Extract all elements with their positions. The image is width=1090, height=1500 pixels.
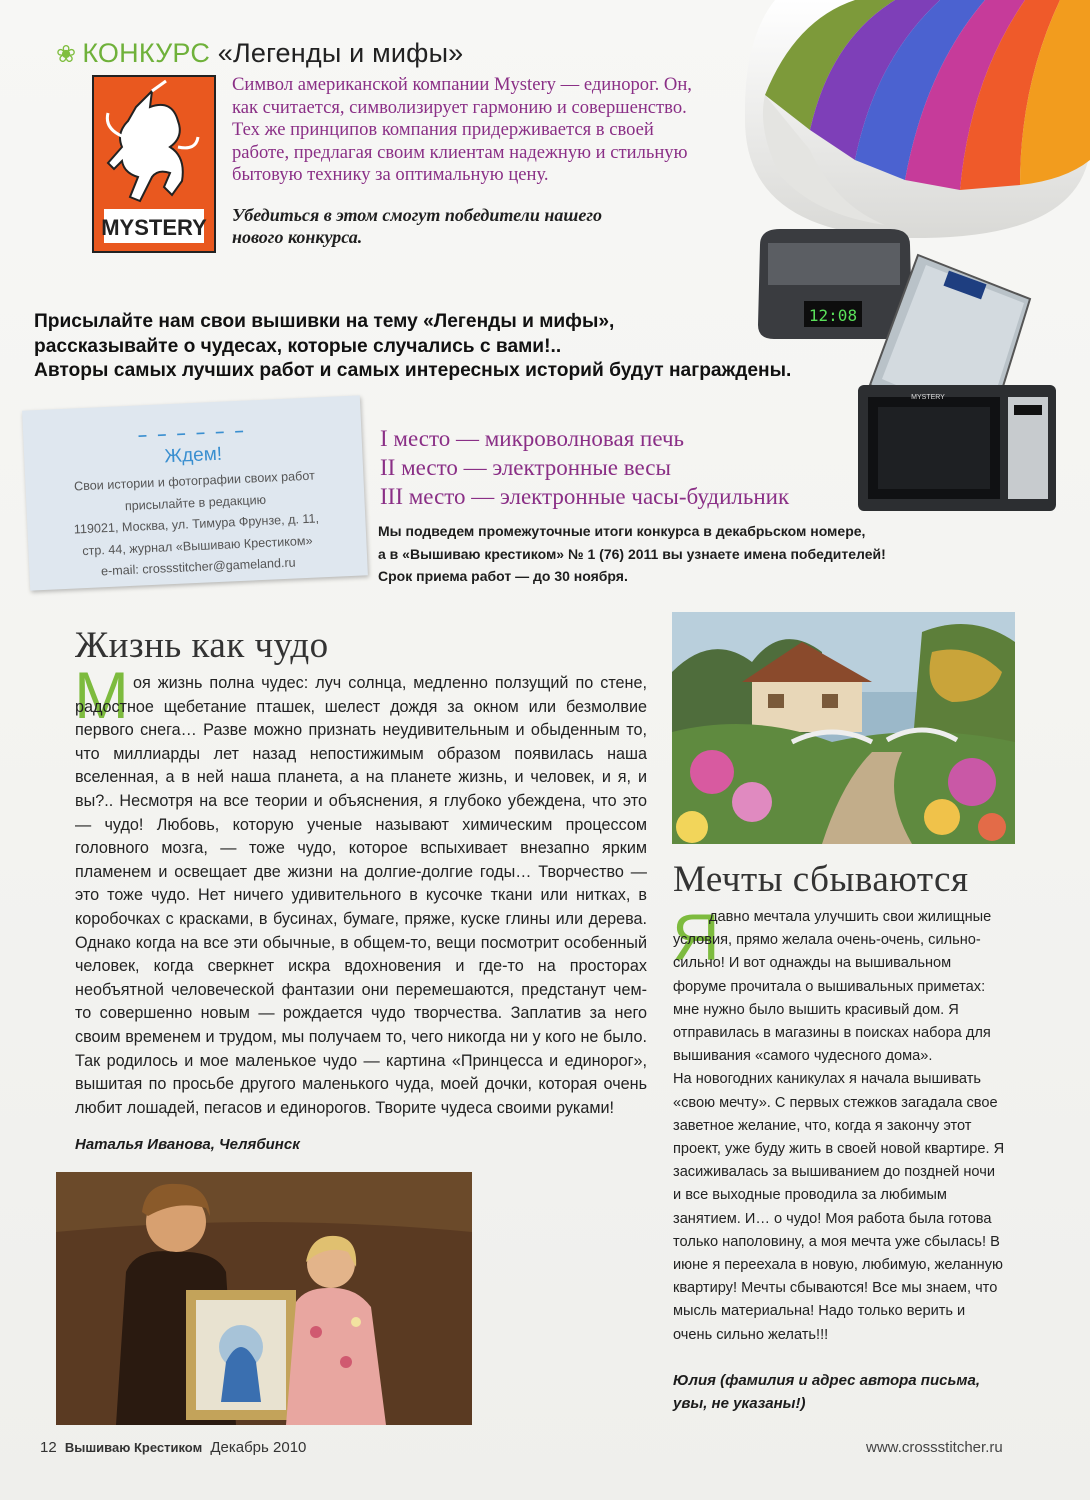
contest-label: КОНКУРС (82, 38, 211, 68)
story1-dropcap: М (74, 658, 129, 732)
summary-line-3: Срок приема работ — до 30 ноября. (378, 568, 628, 584)
prize-second: II место — электронные весы (380, 455, 671, 480)
unicorn-icon (94, 77, 214, 251)
call-line-1: Присылайте нам свои вышивки на тему «Легенды и мифы», (34, 311, 615, 332)
mystery-logo (92, 75, 216, 253)
story2-body (673, 906, 1006, 1347)
card-title: Ждем! (164, 443, 223, 468)
contest-title (56, 38, 463, 69)
story1-author: Наталья Иванова, Челябинск (75, 1136, 300, 1153)
logo-text: MYSTERY (101, 215, 207, 240)
card-line-1: Свои истории и фотографии своих работ (73, 468, 316, 494)
contest-name: «Легенды и мифы» (217, 38, 464, 68)
story2-dropcap: Я (672, 900, 720, 974)
story2-author: Юлия (фамилия и адрес автора письма, увы, не указаны!) (673, 1372, 980, 1412)
prize-third: III место — электронные часы-будильник (380, 484, 790, 509)
call-line-2: рассказывайте о чудесах, которые случались с вами!.. (34, 335, 562, 357)
story1-body (75, 672, 647, 1120)
clock-display: 12:08 (808, 306, 858, 325)
summary-line-1: Мы подведем промежуточные итоги конкурса в декабрьском номере, (378, 523, 866, 539)
prizes-list (380, 424, 789, 511)
intro-bold-text: Убедиться в этом смогут победители нашего нового конкурса. (232, 205, 603, 247)
contest-summary (378, 520, 998, 588)
prize-first: I место — микроволновая печь (380, 426, 685, 451)
magazine-name: Вышиваю Крестиком (64, 1440, 203, 1455)
story1-text: оя жизнь полна чудес: луч солнца, медленно ползущий по стене, радостное щебетание пташек, шелест дождя за окном или безмолвие первого снега… Разве можно признать неудивительным и обыденным то, что миллиарды лет назад непостижимым образом появилась наша вселенная, а в ней наша планета, а на планете жизнь, и человек, и я, и вы?.. Несмотря на все теории и объяснения, я глубоко убеждена, что это — чудо! Любовь, которую ученые называют химическим процессом головного мозга, — тоже чудо, которое вспыхивает внезапно ярким пламенем и освещает две жизни на долгие-долгие годы… Творчество — это тоже чудо. Нет ничего удивительного в кусочке ткани или нитках, в коробочках с красками, в бусинах, бумаге, пряже, куске глины или дерева. Однако когда на все эти обычные, в общем-то, вещи посмотрит особенный человек, когда сверкнет искра вдохновения и где-то на просторах необъятной человеческой фантазии они перемешаются, предстанут чем-то совершенно новым — рождается чудо творчества. Заплатив за него своим временем и трудом, мы получаем то, чего никогда ни у кого не было. Так родилось и мое маленькое чудо — картина «Принцесса и единорог», вышитая по просьбе другого маленького чуда, моей дочки, которая очень любит лошадей, пегасов и единорогов. Творите чудеса своими руками! (75, 674, 647, 1117)
cottage-embroidery-image (672, 612, 1015, 844)
website-url: www.crossstitcher.ru (866, 1439, 1003, 1456)
call-to-action (34, 310, 874, 384)
story2-para-2: На новогодних каникулах я начала вышивать «свою мечту». С первых стежков загадала свое заветное желание, что, когда я закончу этот проект, уже буду жить в своей новой квартире. Я засиживалась за вышиванием до поздней ночи и все выходные проводила за любимым занятием. И… о чудо! Моя работа была готова только наполовину, а моя мечта уже сбылась! В июне я переехала в новую, любимую, желанную квартиру! Мечты сбываются! Все мы знаем, что мысль материальна! Надо только верить и очень сильно желать!!! (673, 1071, 1005, 1343)
card-email: e-mail: crossstitcher@gameland.ru (100, 555, 296, 579)
footer-left (40, 1439, 306, 1456)
card-line-2: присылайте в редакцию (124, 492, 267, 513)
flower-icon: ❀ (56, 41, 77, 68)
intro-text: Символ американской компании Mystery — единорог. Он, как считается, символизирует гармонию и совершенство. Тех же принципов компания придерживается в своей работе, предлагая своим клиентам надежную и стильную бытовую технику за оптимальную цену. (232, 74, 692, 185)
card-line-4: стр. 44, журнал «Вышиваю Крестиком» (81, 533, 313, 558)
page-number: 12 (40, 1439, 57, 1456)
microwave-brand: MYSTERY (911, 394, 945, 401)
summary-line-2: а в «Вышиваю крестиком» № 1 (76) 2011 вы узнаете имена победителей! (378, 545, 886, 562)
card-dashes: – – – – – – (137, 422, 247, 445)
story2-title: Мечты сбываются (673, 859, 969, 900)
card-line-3: 119021, Москва, ул. Тимура Фрунзе, д. 11, (73, 511, 320, 537)
story2-para-1: давно мечтала улучшить свои жилищные условия, прямо желала очень-очень, сильно-сильно! И вот однажды на вышивальном форуме прочитала о вышивальных приметах: мне нужно было вышить красивый дом. Я отправилась в магазины в поисках набора для вышивания «самого чудесного дома». (673, 909, 992, 1065)
yarn-bowl-image (735, 0, 1090, 245)
family-photo-image (56, 1172, 472, 1425)
issue-date: Декабрь 2010 (210, 1439, 307, 1456)
story1-title: Жизнь как чудо (75, 625, 329, 666)
call-line-3: Авторы самых лучших работ и самых интересных историй будут награждены. (34, 360, 792, 381)
submission-card (22, 395, 368, 590)
